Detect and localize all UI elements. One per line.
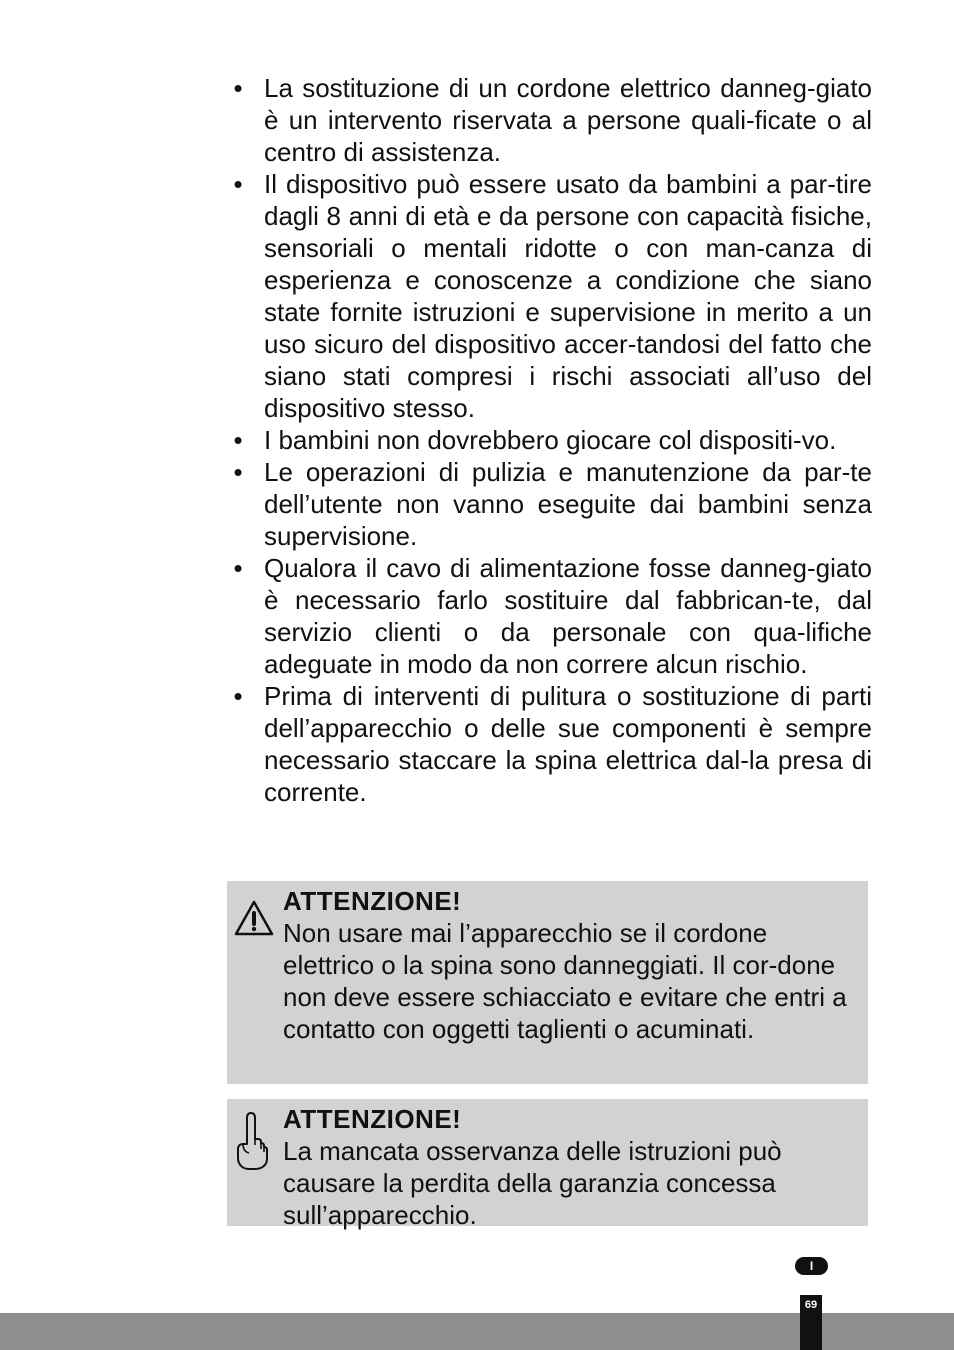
bullet-text: Prima di interventi di pulitura o sostituzione di parti dell’apparecchio o delle sue componenti è sempre necessario staccare la spina elettrica dal-la presa di corrente. [264, 681, 872, 807]
bullet-icon: • [233, 425, 243, 455]
bullet-text: La sostituzione di un cordone elettrico danneg-giato è un intervento riservata a persone quali-ficate o al centro di assistenza. [264, 73, 872, 167]
list-item [228, 680, 872, 808]
notice-heading: ATTENZIONE! [283, 1104, 462, 1134]
safety-bullet-list [228, 72, 872, 808]
language-badge: I [795, 1257, 828, 1275]
warning-heading: ATTENZIONE! [283, 886, 462, 916]
pointing-hand-icon [233, 1109, 273, 1178]
list-item [228, 424, 872, 456]
list-item [228, 552, 872, 680]
bullet-text: Qualora il cavo di alimentazione fosse danneg-giato è necessario farlo sostituire dal fabbrican-te, dal servizio clienti o da personale con qua-lifiche adeguate in modo da non correre alcun rischio. [264, 553, 872, 679]
notice-box [227, 1099, 868, 1230]
bullet-text: Le operazioni di pulizia e manutenzione da par-te dell’utente non vanno eseguite dai bambini senza supervisione. [264, 457, 872, 551]
bullet-icon: • [233, 73, 243, 103]
list-item [228, 168, 872, 424]
warning-box [227, 881, 868, 1084]
bullet-text: I bambini non dovrebbero giocare col dispositi-vo. [264, 425, 837, 455]
bullet-text: Il dispositivo può essere usato da bambini a par-tire dagli 8 anni di età e da persone con capacità fisiche, sensoriali o mentali ridotte o con man-canza di esperienza e conoscenze a condizione che siano state fornite istruzioni e supervisione in merito a un uso sicuro del dispositivo accer-tandosi del fatto che siano stati compresi i rischi associati all’uso del dispositivo stesso. [264, 169, 872, 423]
bullet-icon: • [233, 169, 243, 199]
warning-text: Non usare mai l’apparecchio se il cordone elettrico o la spina sono danneggiati. Il cor-done non deve essere schiacciato e evitare che entri a contatto con oggetti taglienti o acuminati. [283, 918, 847, 1044]
notice-text: La mancata osservanza delle istruzioni può causare la perdita della garanzia concessa sull’apparecchio. [283, 1136, 782, 1230]
list-item [228, 72, 872, 168]
bullet-icon: • [233, 681, 243, 711]
page-number: 69 [800, 1295, 822, 1350]
list-item [228, 456, 872, 552]
bullet-icon: • [233, 457, 243, 487]
warning-triangle-icon [233, 899, 275, 944]
bullet-icon: • [233, 553, 243, 583]
